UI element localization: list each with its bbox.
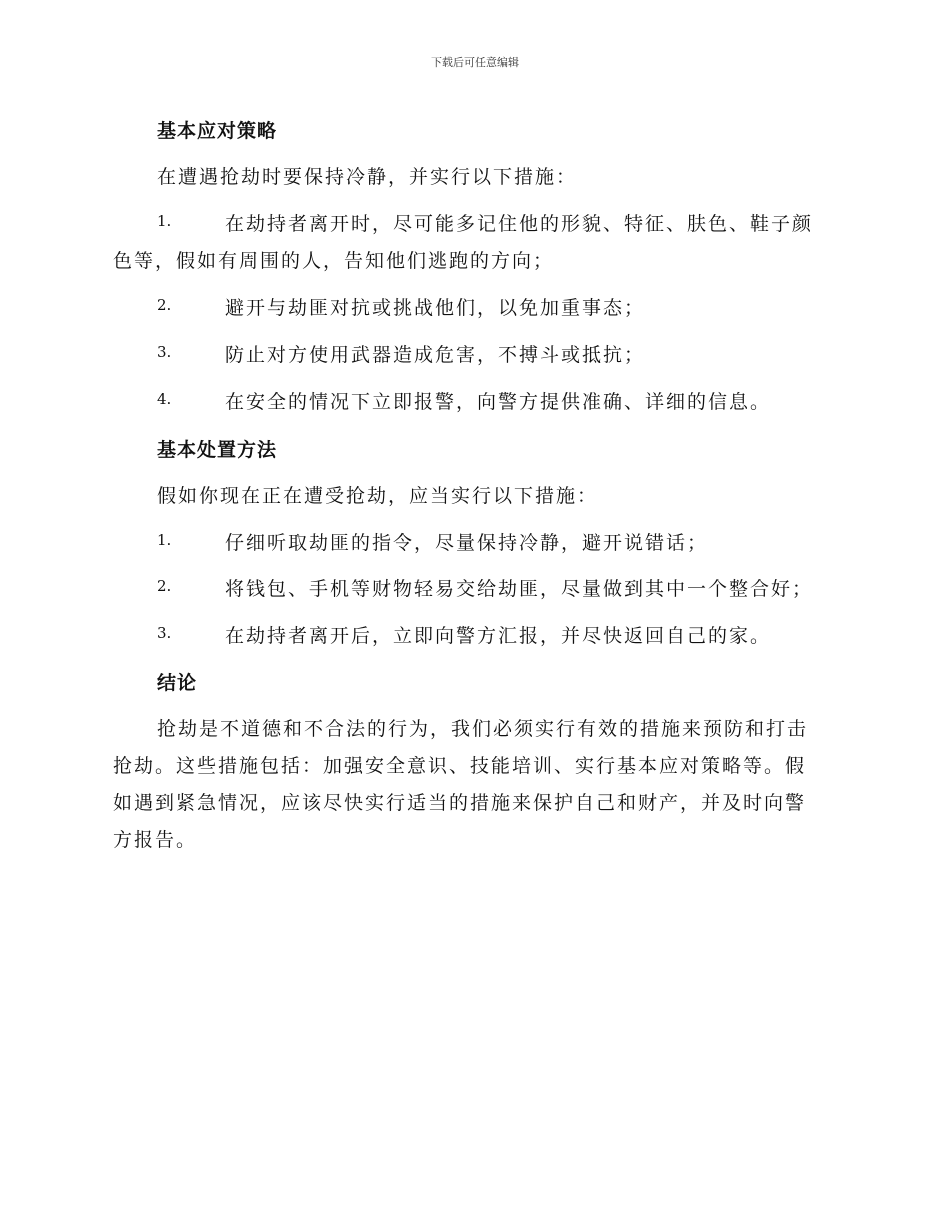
conclusion-line: 方报告。 — [113, 829, 198, 851]
list-number: 2. — [157, 577, 172, 595]
section-intro: 假如你现在正在遭受抢劫，应当实行以下措施： — [157, 485, 599, 507]
list-number: 3. — [157, 343, 172, 361]
list-number: 3. — [157, 624, 172, 642]
list-number: 2. — [157, 296, 172, 314]
page-header: 下载后可任意编辑 — [431, 56, 519, 69]
list-text-continuation: 色等，假如有周围的人，告知他们逃跑的方向； — [113, 250, 555, 272]
section-heading-handling: 基本处置方法 — [157, 439, 278, 461]
list-text: 在劫持者离开后，立即向警方汇报，并尽快返回自己的家。 — [225, 625, 772, 647]
list-text: 仔细听取劫匪的指令，尽量保持冷静，避开说错话； — [225, 532, 709, 554]
list-number: 1. — [157, 212, 172, 230]
conclusion-line: 如遇到紧急情况，应该尽快实行适当的措施来保护自己和财产，并及时向警 — [113, 792, 807, 814]
conclusion-line: 抢劫是不道德和不合法的行为，我们必须实行有效的措施来预防和打击 — [157, 718, 809, 740]
list-text: 将钱包、手机等财物轻易交给劫匪，尽量做到其中一个整合好； — [225, 578, 814, 600]
section-intro: 在遭遇抢劫时要保持冷静，并实行以下措施： — [157, 166, 578, 188]
section-heading-strategy: 基本应对策略 — [157, 120, 278, 142]
conclusion-line: 抢劫。这些措施包括：加强安全意识、技能培训、实行基本应对策略等。假 — [113, 755, 807, 777]
list-text: 防止对方使用武器造成危害，不搏斗或抵抗； — [225, 344, 646, 366]
list-text: 在安全的情况下立即报警，向警方提供准确、详细的信息。 — [225, 391, 772, 413]
section-heading-conclusion: 结论 — [157, 672, 198, 694]
list-number: 4. — [157, 390, 172, 408]
list-text: 在劫持者离开时，尽可能多记住他的形貌、特征、肤色、鞋子颜 — [225, 213, 814, 235]
list-number: 1. — [157, 531, 172, 549]
list-text: 避开与劫匪对抗或挑战他们，以免加重事态； — [225, 297, 646, 319]
